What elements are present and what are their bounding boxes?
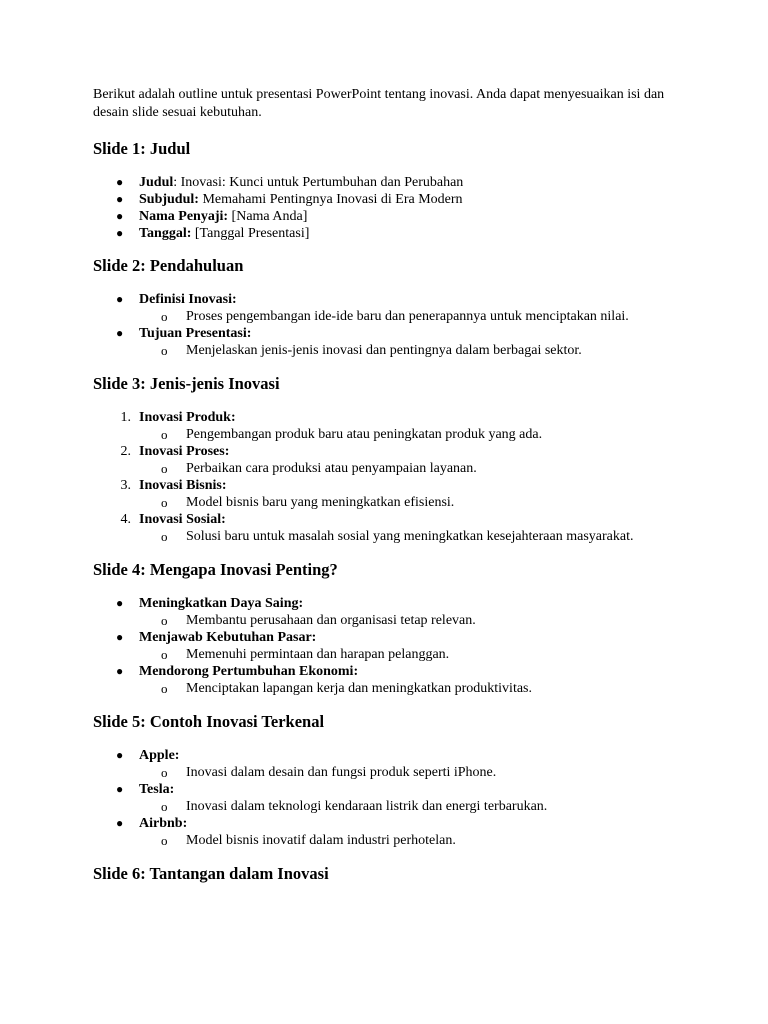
sub-list-item — [139, 646, 673, 663]
item-label: Inovasi Produk: — [139, 410, 236, 425]
section-slide-2 — [93, 256, 673, 359]
item-text: Inovasi: Kunci untuk Pertumbuhan dan Perubahan — [180, 175, 464, 190]
sub-list — [139, 764, 673, 781]
sub-list — [139, 798, 673, 815]
sub-item-text: Proses pengembangan ide-ide baru dan penerapannya untuk menciptakan nilai. — [186, 309, 629, 324]
item-label: Inovasi Sosial: — [139, 512, 226, 527]
sub-list — [139, 646, 673, 663]
list-item — [93, 511, 673, 545]
item-label: Nama Penyaji: — [139, 209, 229, 224]
sub-item-text: Memenuhi permintaan dan harapan pelanggan. — [186, 647, 450, 662]
sub-list-item — [139, 764, 673, 781]
item-text: [Tanggal Presentasi] — [194, 226, 310, 241]
sub-bullet-icon: o — [161, 427, 168, 442]
item-number: 2. — [120, 444, 131, 459]
bullet-icon: ● — [116, 326, 124, 340]
sub-list-item — [139, 342, 673, 359]
item-label: Inovasi Proses: — [139, 444, 230, 459]
bullet-icon: ● — [116, 292, 124, 306]
section-slide-6 — [93, 864, 673, 884]
item-label: Definisi Inovasi: — [139, 292, 237, 307]
list-item — [93, 191, 673, 208]
sub-bullet-icon: o — [161, 495, 168, 510]
item-label: Apple: — [139, 748, 180, 763]
sub-list-item — [139, 460, 673, 477]
sub-bullet-icon: o — [161, 613, 168, 628]
list-item — [93, 747, 673, 781]
intro-paragraph: Berikut adalah outline untuk presentasi PowerPoint tentang inovasi. Anda dapat menyesuaikan isi dan desain slide sesuai kebutuhan. — [93, 87, 665, 120]
list-item — [93, 781, 673, 815]
slide-1-heading: Slide 1: Judul — [93, 139, 191, 158]
sub-list — [139, 832, 673, 849]
item-label: Menjawab Kebutuhan Pasar: — [139, 630, 317, 645]
document-page — [93, 86, 673, 884]
sub-item-text: Pengembangan produk baru atau peningkatan produk yang ada. — [186, 427, 543, 442]
sub-bullet-icon: o — [161, 833, 168, 848]
sub-item-text: Menjelaskan jenis-jenis inovasi dan pentingnya dalam berbagai sektor. — [186, 343, 582, 358]
sub-bullet-icon: o — [161, 765, 168, 780]
sub-bullet-icon: o — [161, 529, 168, 544]
list-item — [93, 208, 673, 225]
slide-1-list — [93, 174, 673, 242]
list-item — [93, 477, 673, 511]
bullet-icon: ● — [116, 748, 124, 762]
section-slide-1 — [93, 139, 673, 242]
sub-list-item — [139, 798, 673, 815]
sub-list — [139, 612, 673, 629]
list-item — [93, 595, 673, 629]
item-label: Judul — [139, 175, 174, 190]
slide-5-list — [93, 747, 673, 849]
item-number: 1. — [120, 410, 131, 425]
slide-5-heading: Slide 5: Contoh Inovasi Terkenal — [93, 712, 325, 731]
item-label: Meningkatkan Daya Saing: — [139, 596, 304, 611]
sub-list-item — [139, 426, 673, 443]
sub-bullet-icon: o — [161, 343, 168, 358]
sub-item-text: Solusi baru untuk masalah sosial yang meningkatkan kesejahteraan masyarakat. — [186, 529, 634, 544]
item-text: [Nama Anda] — [231, 209, 308, 224]
slide-2-list — [93, 291, 673, 359]
item-label: Tanggal: — [139, 226, 192, 241]
sub-list-item — [139, 680, 673, 697]
sub-list-item — [139, 528, 673, 545]
slide-3-list — [93, 409, 673, 545]
bullet-icon: ● — [116, 596, 124, 610]
sub-list-item — [139, 308, 673, 325]
sub-list — [139, 460, 673, 477]
item-label: Tesla: — [139, 782, 175, 797]
item-label: Subjudul: — [139, 192, 199, 207]
list-item — [93, 443, 673, 477]
bullet-icon: ● — [116, 209, 124, 223]
sub-item-text: Membantu perusahaan dan organisasi tetap relevan. — [186, 613, 476, 628]
sub-bullet-icon: o — [161, 681, 168, 696]
sub-item-text: Inovasi dalam teknologi kendaraan listrik dan energi terbarukan. — [186, 799, 548, 814]
sub-bullet-icon: o — [161, 799, 168, 814]
sub-item-text: Menciptakan lapangan kerja dan meningkatkan produktivitas. — [186, 681, 533, 696]
sub-list — [139, 528, 673, 545]
sub-list-item — [139, 832, 673, 849]
sub-list — [139, 680, 673, 697]
sub-list-item — [139, 612, 673, 629]
sub-bullet-icon: o — [161, 309, 168, 324]
sub-list-item — [139, 494, 673, 511]
item-number: 3. — [120, 478, 131, 493]
slide-2-heading: Slide 2: Pendahuluan — [93, 256, 244, 275]
list-item — [93, 815, 673, 849]
list-item — [93, 629, 673, 663]
sub-bullet-icon: o — [161, 647, 168, 662]
sub-item-text: Model bisnis inovatif dalam industri perhotelan. — [186, 833, 456, 848]
item-label: Mendorong Pertumbuhan Ekonomi: — [139, 664, 359, 679]
item-label: Tujuan Presentasi: — [139, 326, 252, 341]
bullet-icon: ● — [116, 226, 124, 240]
bullet-icon: ● — [116, 630, 124, 644]
slide-3-heading: Slide 3: Jenis-jenis Inovasi — [93, 374, 280, 393]
list-item — [93, 291, 673, 325]
section-slide-5 — [93, 712, 673, 849]
sub-item-text: Perbaikan cara produksi atau penyampaian layanan. — [186, 461, 477, 476]
list-item — [93, 663, 673, 697]
section-slide-4 — [93, 560, 673, 697]
item-number: 4. — [120, 512, 131, 527]
list-item — [93, 325, 673, 359]
bullet-icon: ● — [116, 175, 124, 189]
item-label: Airbnb: — [139, 816, 188, 831]
slide-4-heading: Slide 4: Mengapa Inovasi Penting? — [93, 560, 338, 579]
sub-bullet-icon: o — [161, 461, 168, 476]
item-text: Memahami Pentingnya Inovasi di Era Modern — [202, 192, 463, 207]
bullet-icon: ● — [116, 664, 124, 678]
bullet-icon: ● — [116, 782, 124, 796]
item-label: Inovasi Bisnis: — [139, 478, 227, 493]
sub-list — [139, 308, 673, 325]
list-item — [93, 409, 673, 443]
bullet-icon: ● — [116, 192, 124, 206]
sub-list — [139, 342, 673, 359]
sub-item-text: Inovasi dalam desain dan fungsi produk seperti iPhone. — [186, 765, 497, 780]
slide-6-heading: Slide 6: Tantangan dalam Inovasi — [93, 864, 329, 883]
list-item — [93, 225, 673, 242]
sub-item-text: Model bisnis baru yang meningkatkan efisiensi. — [186, 495, 455, 510]
list-item: ● Judul: Inovasi: Kunci untuk Pertumbuhan dan Perubahan — [116, 175, 464, 190]
sub-list — [139, 426, 673, 443]
sub-list — [139, 494, 673, 511]
slide-4-list — [93, 595, 673, 697]
bullet-icon: ● — [116, 816, 124, 830]
section-slide-3 — [93, 374, 673, 545]
